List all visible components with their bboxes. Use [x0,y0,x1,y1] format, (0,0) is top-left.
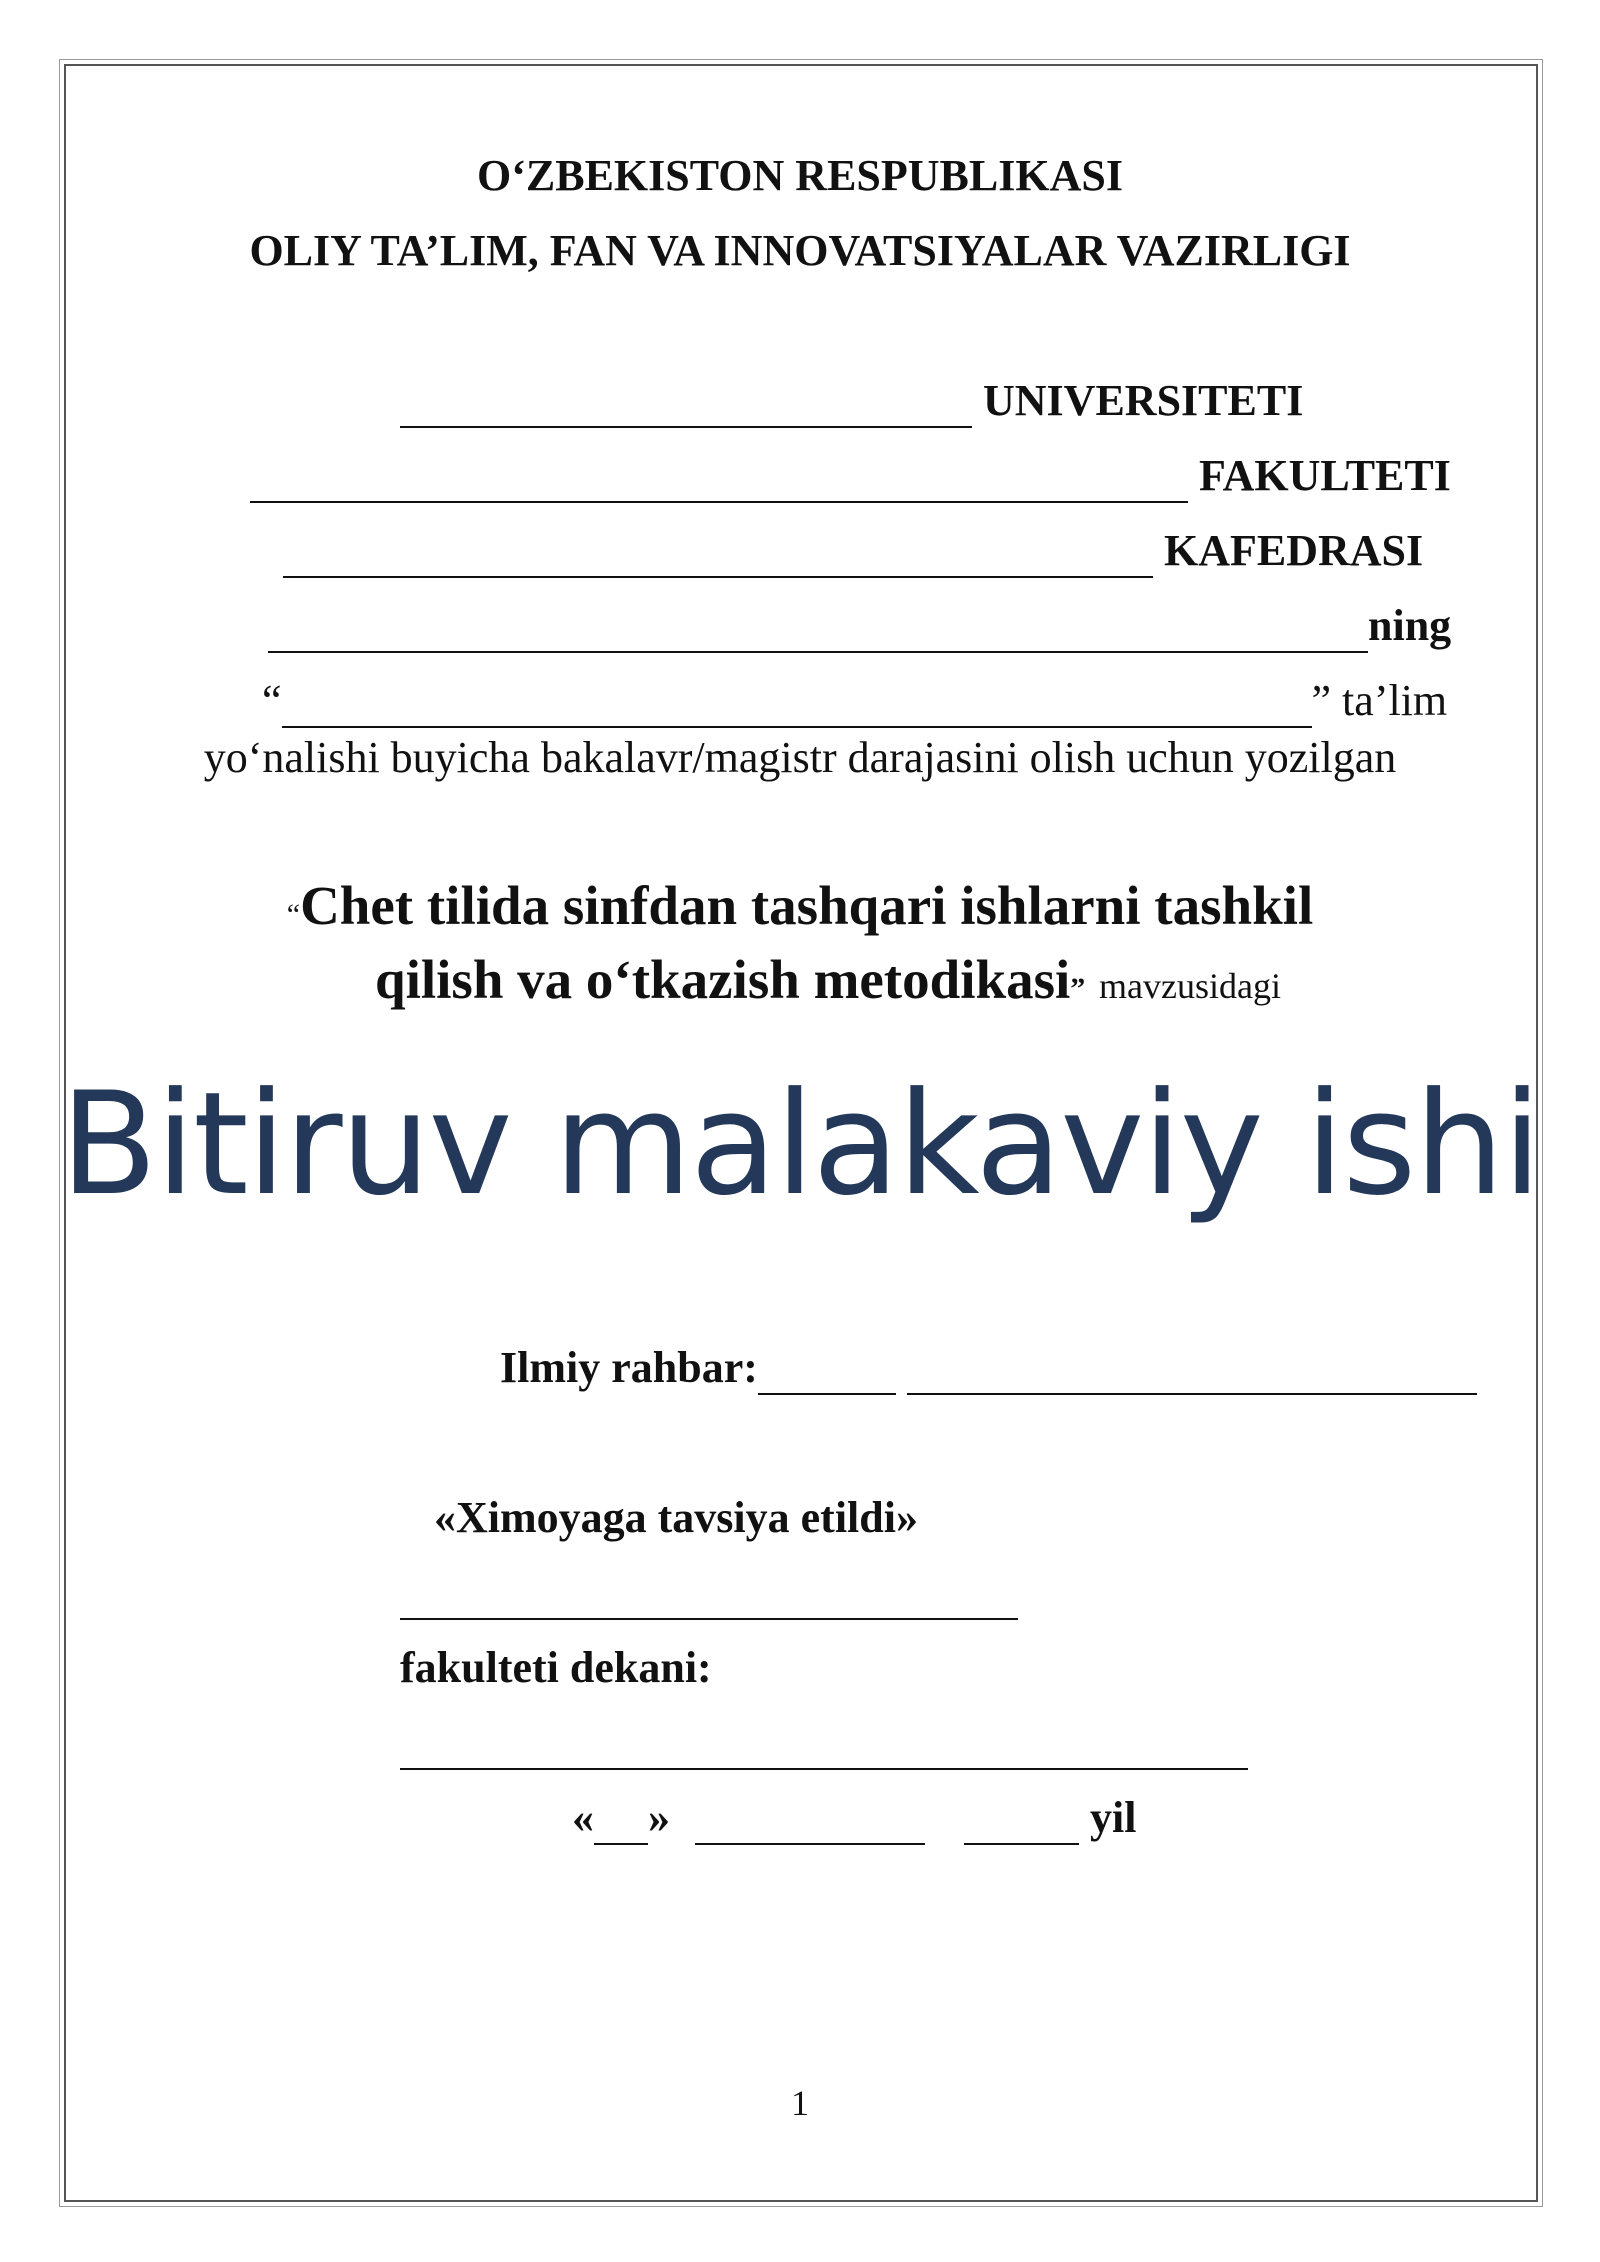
student-line: ning [268,600,1451,653]
document-title: Bitiruv malakaviy ishi [60,1062,1540,1227]
supervisor-name-blank [907,1342,1477,1395]
degree-line: yo‘nalishi buyicha bakalavr/magistr darajasini olish uchun yozilgan [203,733,1397,782]
day-blank [594,1792,648,1845]
student-blank [268,600,1368,653]
department-line: KAFEDRASI [283,525,1423,578]
supervisor-line: Ilmiy rahbar: [500,1342,1477,1395]
specialty-line: “ ” ta’lim [262,675,1447,728]
page-number: 1 [791,2083,809,2123]
year-blank [964,1792,1079,1845]
date-line: « » yil [572,1792,1136,1845]
dean-faculty-line [400,1567,1018,1620]
university-blank [400,375,972,428]
month-blank [695,1792,925,1845]
supervisor-title-blank [758,1342,896,1395]
department-blank [283,525,1153,578]
topic-line-2: qilish va o‘tkazish metodikasi” mavzusidagi [375,949,1281,1010]
faculty-blank [250,450,1188,503]
topic-line-1: “Chet tilida sinfdan tashqari ishlarni tashkil [286,875,1314,936]
specialty-blank [282,675,1312,728]
dean-name-line [400,1717,1248,1770]
dean-label: fakulteti dekani: [400,1643,712,1692]
faculty-line: FAKULTETI [250,450,1451,503]
dean-name-blank [400,1717,1248,1770]
dean-faculty-blank [400,1567,1018,1620]
ministry-name: OLIY TA’LIM, FAN VA INNOVATSIYALAR VAZIRLIGI [249,226,1351,275]
recommendation-label: «Ximoyaga tavsiya etildi» [434,1493,918,1542]
university-line: UNIVERSITETI [400,375,1303,428]
ministry-country: O‘ZBEKISTON RESPUBLIKASI [477,151,1123,200]
